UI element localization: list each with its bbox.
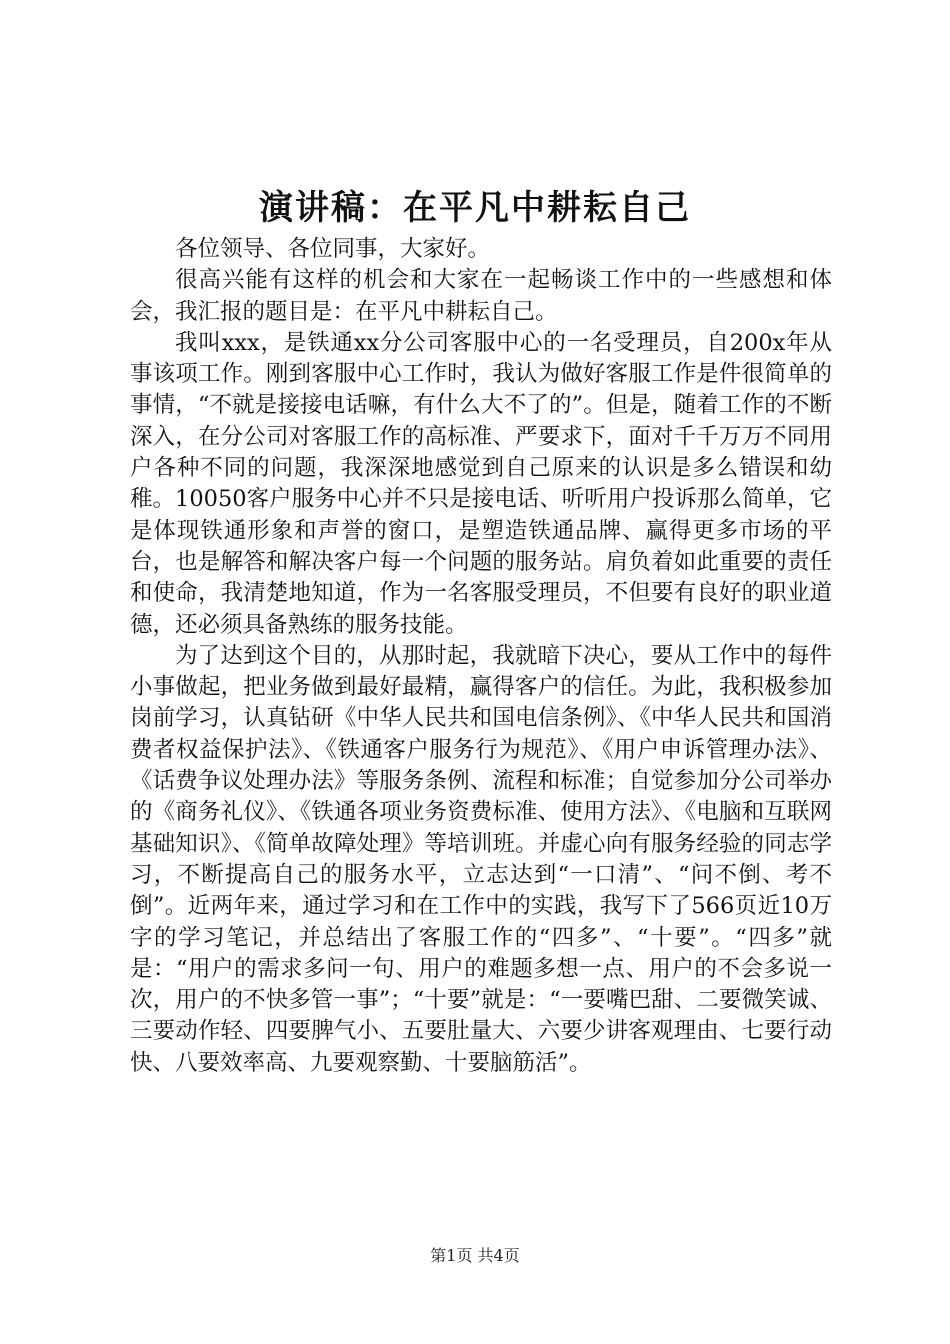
paragraph-greeting: 各位领导、各位同事，大家好。	[175, 236, 491, 262]
paragraph-intro: 很高兴能有这样的机会和大家在一起畅谈工作中的一些感想和体会，我汇报的题目是：在平凡中耕耘自己。	[130, 267, 832, 325]
page-title: 演讲稿：在平凡中耕耘自己	[259, 188, 691, 228]
paragraph-background: 我叫xxx，是铁通xx分公司客服中心的一名受理员，自200x年从事该项工作。刚到客服中心工作时，我认为做好客服工作是件很简单的事情，“不就是接接电话嘛，有什么大不了的”。但是，随着工作的不断深入，在分公司对客服工作的高标准、严要求下，面对千千万万不同用户各种不同的问题，我深深地感觉到自己原来的认识是多么错误和幼稚。10050客户服务中心并不只是接电话、听听用户投诉那么简单，它是体现铁通形象和声誉的窗口，是塑造铁通品牌、赢得更多市场的平台，也是解答和解决客户每一个问题的服务站。肩负着如此重要的责任和使命，我清楚地知道，作为一名客服受理员，不但要有良好的职业道德，还必须具备熟练的服务技能。	[130, 329, 832, 638]
page-footer: 第1页 共4页	[430, 1246, 520, 1265]
document-body	[130, 234, 832, 1079]
paragraph-study: 为了达到这个目的，从那时起，我就暗下决心，要从工作中的每件小事做起，把业务做到最好最精，赢得客户的信任。为此，我积极参加岗前学习，认真钻研《中华人民共和国电信条例》、《中华人民共和国消费者权益保护法》、《铁通客户服务行为规范》、《用户申诉管理办法》、《话费争议处理办法》等服务条例、流程和标准；自觉参加分公司举办的《商务礼仪》、《铁通各项业务资费标准、使用方法》、《电脑和互联网基础知识》、《简单故障处理》等培训班。并虚心向有服务经验的同志学习，不断提高自己的服务水平，立志达到“一口清”、“问不倒、考不倒”。近两年来，通过学习和在工作中的实践，我写下了566页近10万字的学习笔记，并总结出了客服工作的“四多”、“十要”。“四多”就是：“用户的需求多问一句、用户的难题多想一点、用户的不会多说一次，用户的不快多管一事”；“十要”就是：“一要嘴巴甜、二要微笑诚、三要动作轻、四要脾气小、五要肚量大、六要少讲客观理由、七要行动快、八要效率高、九要观察勤、十要脑筋活”。	[130, 642, 832, 1076]
